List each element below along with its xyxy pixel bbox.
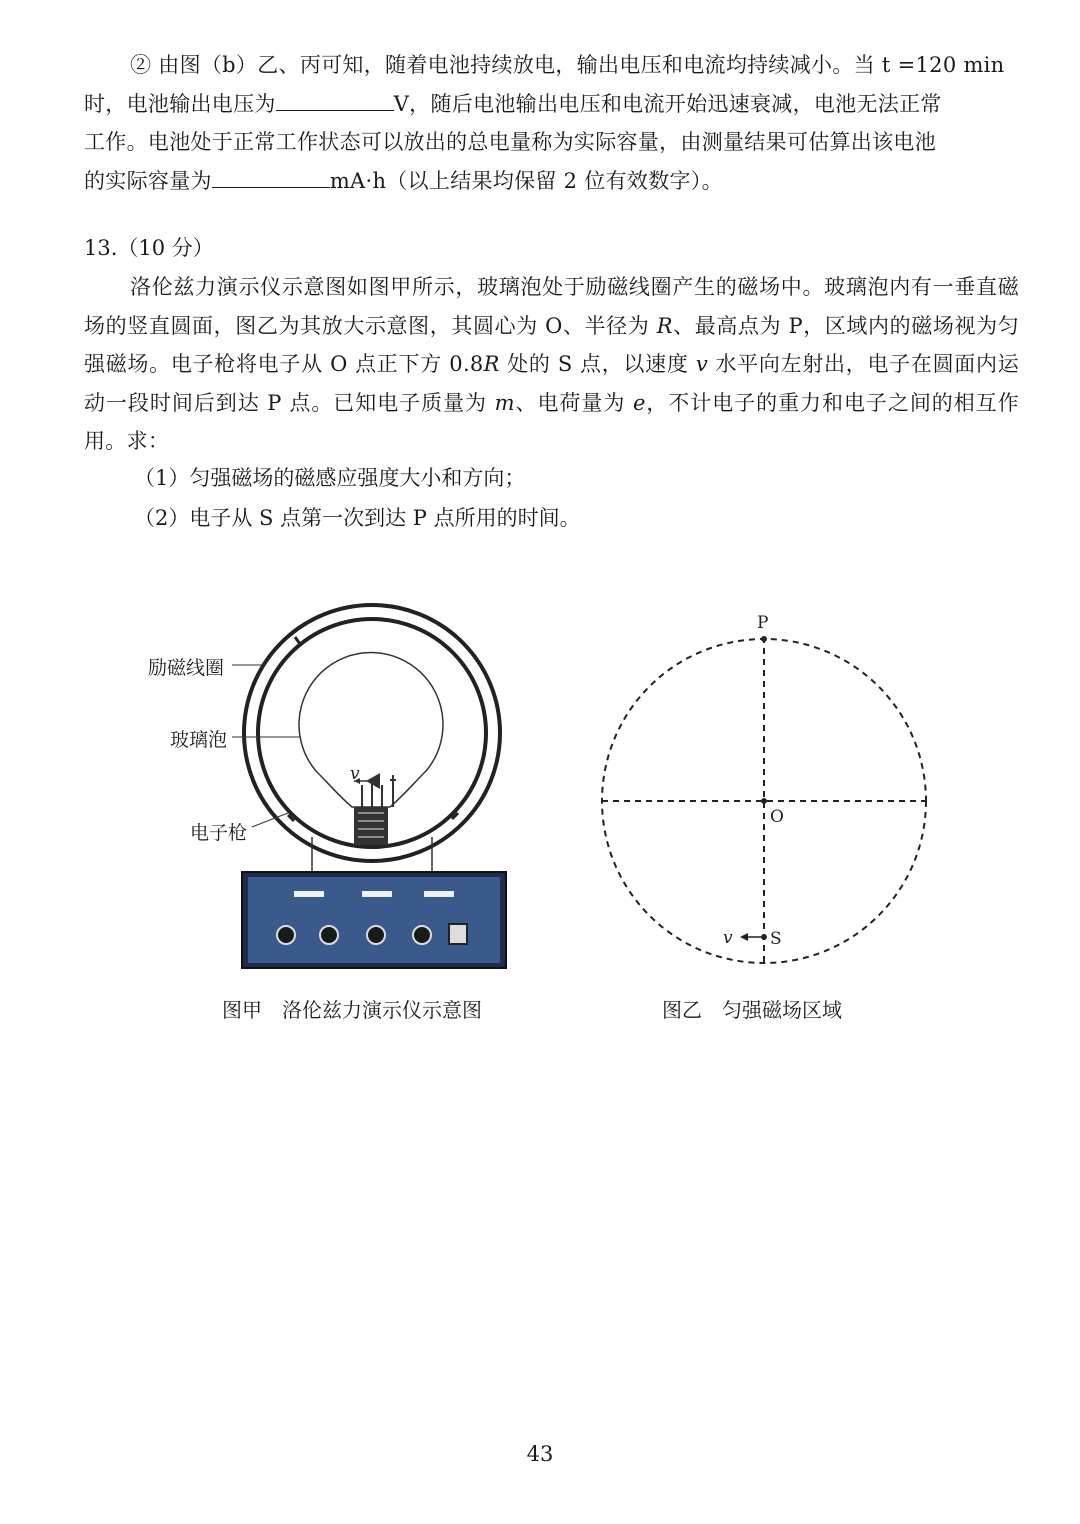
- part-b-line2-pre: 时，电池输出电压为: [84, 91, 276, 116]
- page-number: 43: [526, 1442, 554, 1466]
- part-b-line4-post: mA·h（以上结果均保留 2 位有效数字）。: [329, 168, 723, 193]
- label-excitation-coil: 励磁线圈: [148, 657, 225, 679]
- question-13-sub1: （1）匀强磁场的磁感应强度大小和方向；: [134, 466, 526, 490]
- part-b-line1: ② 由图（b）乙、丙可知，随着电池持续放电，输出电压和电流均持续减小。当 t =120 min: [130, 53, 1005, 77]
- label-glass-bulb: 玻璃泡: [170, 729, 228, 751]
- velocity-label-a: v: [350, 764, 360, 784]
- point-p: [761, 636, 767, 642]
- label-p: P: [757, 613, 769, 633]
- question-13-sub2: （2）电子从 S 点第一次到达 P 点所用的时间。: [134, 506, 581, 530]
- part-b-line4-pre: 的实际容量为: [84, 168, 212, 193]
- label-s: S: [770, 929, 782, 949]
- apparatus-base: [242, 872, 506, 968]
- voltage-answer-blank[interactable]: [276, 90, 394, 111]
- part-b-line3: 工作。电池处于正常工作状态可以放出的总电量称为实际容量，由测量结果可估算出该电池: [84, 130, 936, 154]
- velocity-label-b: v: [723, 928, 733, 948]
- part-b-line2-post: V，随后电池输出电压和电流开始迅速衰减，电池无法正常: [393, 91, 942, 116]
- part-b-paragraph: [84, 46, 1019, 200]
- label-electron-gun: 电子枪: [190, 822, 248, 844]
- point-o: [761, 798, 767, 804]
- label-o: O: [770, 807, 784, 827]
- figure-a-apparatus: [140, 575, 540, 985]
- capacity-answer-blank[interactable]: [212, 167, 330, 188]
- question-13-stem: 洛伦兹力演示仪示意图如图甲所示，玻璃泡处于励磁线圈产生的磁场中。玻璃泡内有一垂直磁场的竖直圆面，图乙为其放大示意图，其圆心为 O、半径为 R、最高点为 P，区域内的磁场视为匀强磁场。电子枪将电子从 O 点正下方 0.8R 处的 S 点，以速度 v 水平向左射出，电子在圆面内运动一段时间后到达 P 点。已知电子质量为 m、电荷量为 e，不计电子的重力和电子之间的相互作用。求：: [84, 275, 1020, 453]
- question-13-header: 13.（10 分）: [84, 236, 214, 260]
- figure-b-field-region: [590, 600, 940, 980]
- figure-a-caption: 图甲 洛伦兹力演示仪示意图: [222, 998, 482, 1022]
- figure-b-caption: 图乙 匀强磁场区域: [662, 998, 842, 1022]
